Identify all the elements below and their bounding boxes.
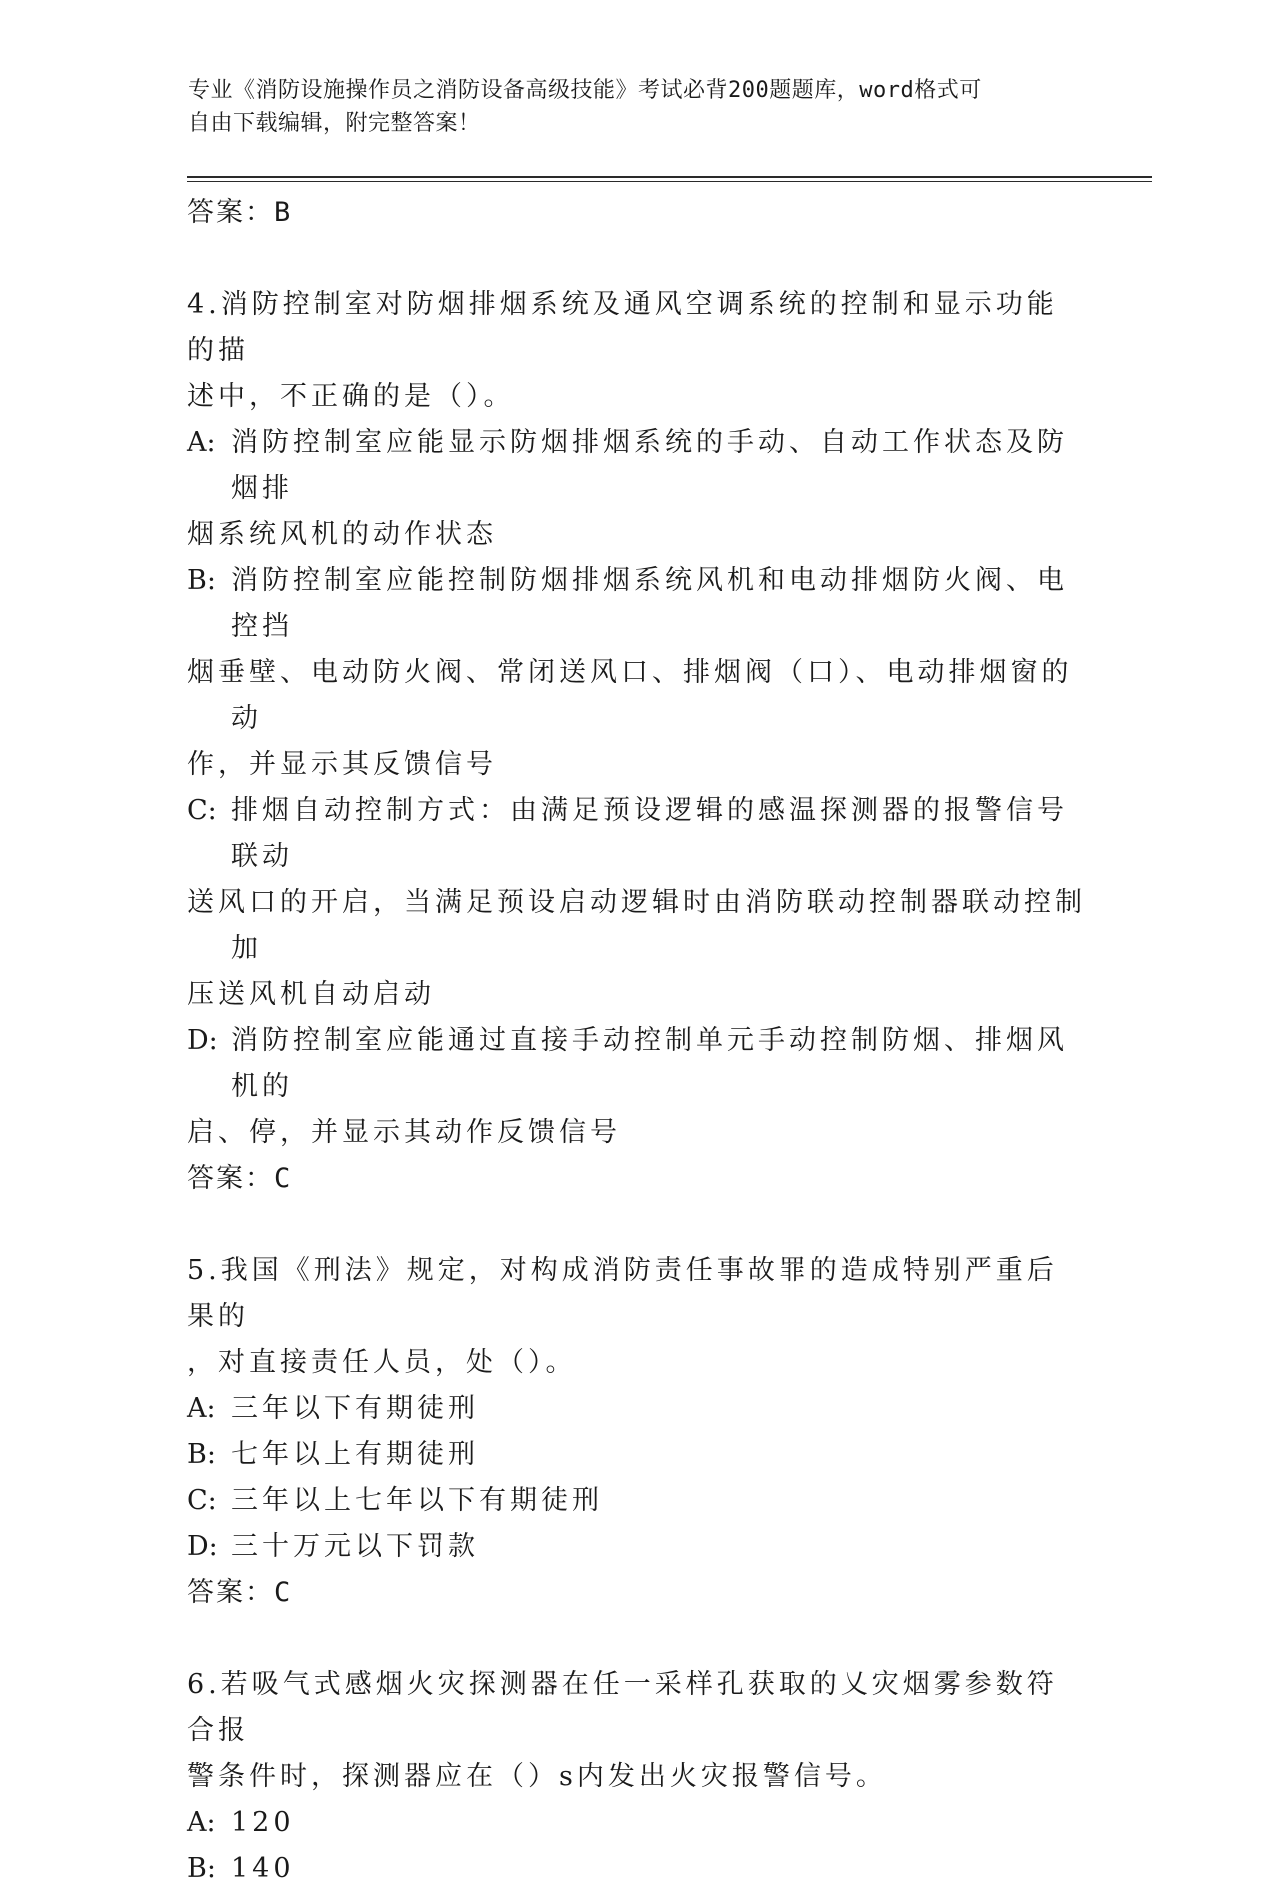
option-text <box>187 788 1087 1018</box>
option-b <box>187 558 1087 788</box>
option-text: 140 <box>231 1853 295 1884</box>
answer-label: 答案： <box>187 1163 274 1194</box>
stem-line-1: 6.若吸气式感烟火灾探测器在任一采样孔获取的乂灾烟雾参数符合报 <box>187 1669 1058 1746</box>
option-letter: C: <box>187 1485 217 1516</box>
option-c <box>187 1478 1087 1524</box>
answer-value: B <box>274 197 291 228</box>
option-letter: B: <box>187 1439 216 1470</box>
option-text-line: 压送风机自动启动 <box>187 979 435 1010</box>
answer-line <box>187 1570 1087 1616</box>
answer-value: C <box>274 1163 291 1194</box>
option-text-line: 送风口的开启，当满足预设启动逻辑时由消防联动控制器联动控制加 <box>187 887 1086 964</box>
option-b <box>187 1432 1087 1478</box>
option-a <box>187 420 1087 558</box>
option-text: 三年以下有期徒刑 <box>231 1393 479 1424</box>
page-header <box>188 74 1068 140</box>
option-letter: B: <box>187 565 216 596</box>
answer-value: C <box>274 1577 291 1608</box>
option-text-line: 消防控制室应能通过直接手动控制单元手动控制防烟、排烟风机的 <box>231 1025 1068 1102</box>
option-b <box>187 1846 1087 1892</box>
option-text-line: 作，并显示其反馈信号 <box>187 749 497 780</box>
option-letter: D: <box>187 1025 218 1056</box>
option-a <box>187 1386 1087 1432</box>
question-stem <box>187 282 1087 420</box>
answer-label: 答案： <box>187 197 274 228</box>
option-text-line: 烟系统风机的动作状态 <box>187 519 497 550</box>
option-text-line: 烟垂壁、电动防火阀、常闭送风口、排烟阀（口）、电动排烟窗的动 <box>187 657 1073 734</box>
answer-label: 答案： <box>187 1577 274 1608</box>
option-d <box>187 1018 1087 1156</box>
option-text-line: 排烟自动控制方式：由满足预设逻辑的感温探测器的报警信号联动 <box>231 795 1068 872</box>
question-6 <box>187 1662 1087 1892</box>
option-a <box>187 1800 1087 1846</box>
option-letter: A: <box>187 1807 216 1838</box>
option-letter: D: <box>187 1531 218 1562</box>
option-text-line: 消防控制室应能显示防烟排烟系统的手动、自动工作状态及防烟排 <box>231 427 1068 504</box>
option-letter: C: <box>187 795 217 826</box>
option-c <box>187 788 1087 1018</box>
stem-line-2: 述中，不正确的是（）。 <box>187 381 515 412</box>
header-line-1: 专业《消防设施操作员之消防设备高级技能》考试必背200题题库，word格式可 <box>188 78 982 103</box>
question-4 <box>187 282 1087 1202</box>
option-letter: A: <box>187 1393 216 1424</box>
option-text <box>187 1018 1087 1156</box>
stem-line-1: 4.消防控制室对防烟排烟系统及通风空调系统的控制和显示功能的描 <box>187 289 1058 366</box>
question-content <box>187 190 1087 1892</box>
option-letter: A: <box>187 427 216 458</box>
option-text <box>187 420 1087 558</box>
answer-line <box>187 1156 1087 1202</box>
option-text-line: 启、停，并显示其动作反馈信号 <box>187 1117 621 1148</box>
question-stem <box>187 1248 1087 1386</box>
option-text <box>187 558 1087 788</box>
option-text: 三十万元以下罚款 <box>231 1531 479 1562</box>
option-text-line: 消防控制室应能控制防烟排烟系统风机和电动排烟防火阀、电控挡 <box>231 565 1068 642</box>
option-text: 120 <box>231 1807 295 1838</box>
option-text: 三年以上七年以下有期徒刑 <box>231 1485 603 1516</box>
header-divider-thick <box>187 176 1152 178</box>
question-stem <box>187 1662 1087 1800</box>
stem-line-2: 警条件时，探测器应在（）s内发出火灾报警信号。 <box>187 1761 887 1792</box>
stem-line-1: 5.我国《刑法》规定，对构成消防责任事故罪的造成特别严重后果的 <box>187 1255 1058 1332</box>
header-line-2: 自由下载编辑，附完整答案！ <box>188 111 481 136</box>
option-letter: B: <box>187 1853 216 1884</box>
option-d <box>187 1524 1087 1570</box>
question-5 <box>187 1248 1087 1616</box>
answer-line-prev <box>187 190 1087 236</box>
header-divider-thin <box>187 181 1152 182</box>
option-text: 七年以上有期徒刑 <box>231 1439 479 1470</box>
stem-line-2: ，对直接责任人员，处（）。 <box>187 1347 577 1378</box>
